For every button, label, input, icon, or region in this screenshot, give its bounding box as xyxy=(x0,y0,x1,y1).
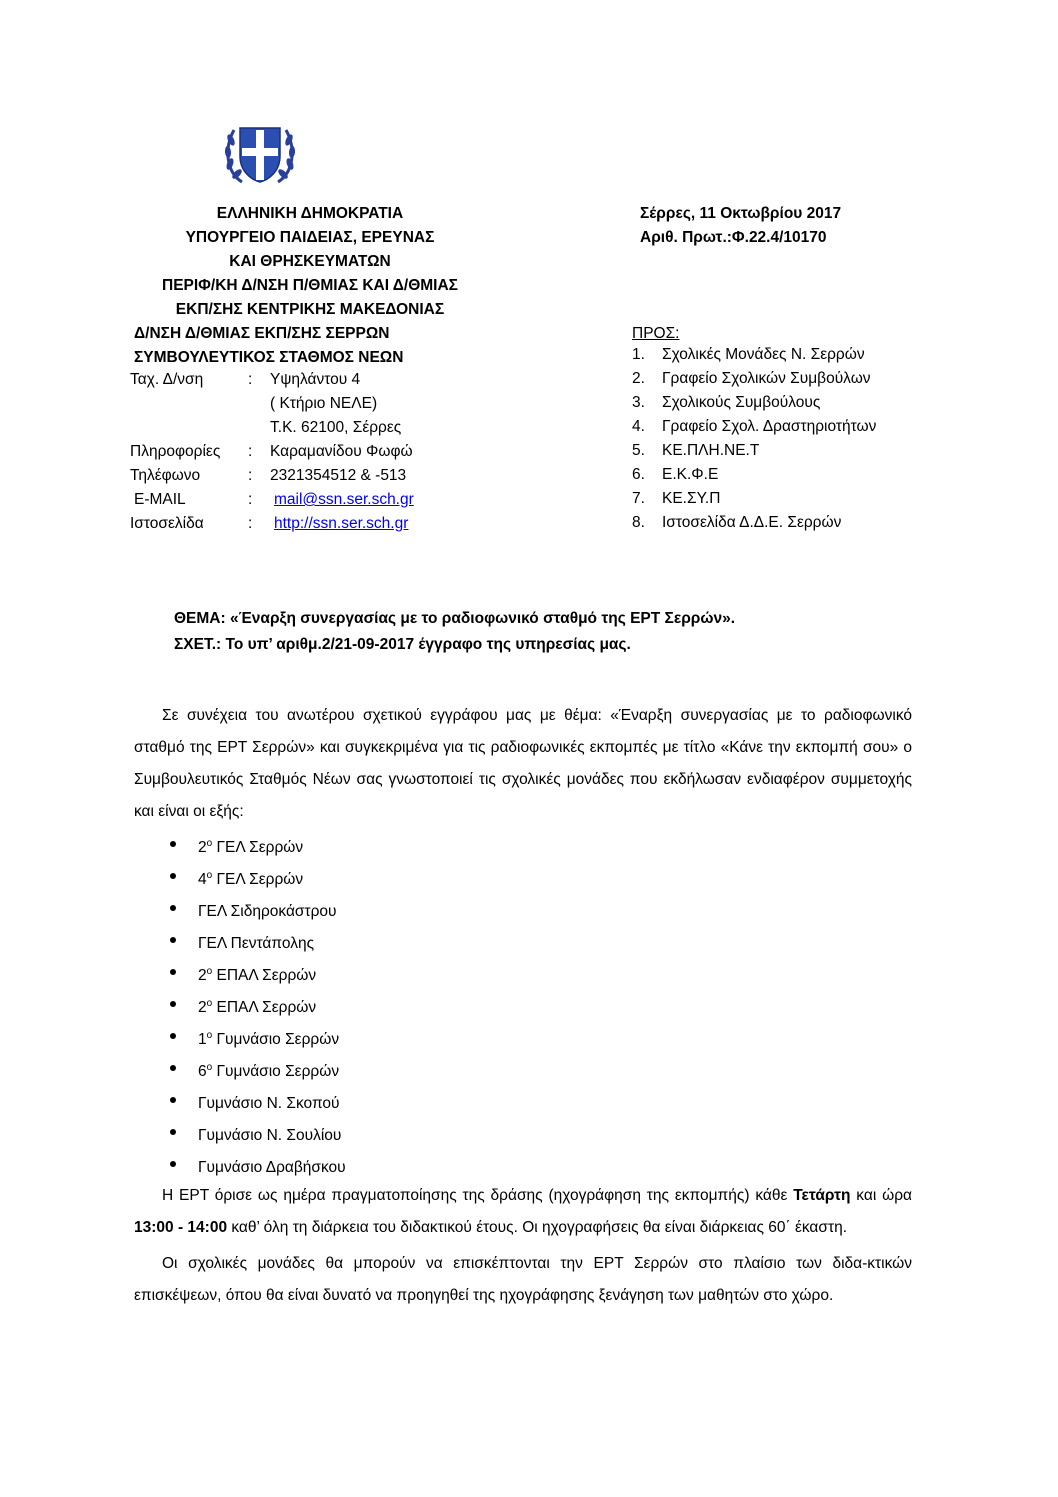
schedule-paragraph: Η ΕΡΤ όρισε ως ημέρα πραγματοποίησης της δράσης (ηχογράφηση της εκπομπής) κάθε Τετάρτη και ώρα 13:00 - 14:00 καθ’ όλη τη διάρκεια του διδακτικού έτους. Οι ηχογραφήσεις θα είναι διάρκειας 60΄ έκαστη. xyxy=(134,1187,912,1236)
contact-value: 2321354512 & -513 xyxy=(270,467,407,484)
contact-colon: : xyxy=(248,467,253,484)
recipient-text: ΚΕ.ΠΛΗ.ΝΕ.Τ xyxy=(662,442,760,459)
bullet-icon xyxy=(170,841,176,847)
schedule-day: Τετάρτη xyxy=(793,1187,851,1204)
subject-line: ΘΕΜΑ: «Έναρξη συνεργασίας με το ραδιοφωνικό σταθμό της ΕΡΤ Σερρών». xyxy=(174,610,736,627)
list-item xyxy=(134,924,912,956)
issuer-line: ΕΛΛΗΝΙΚΗ ΔΗΜΟΚΡΑΤΙΑ xyxy=(216,205,404,222)
bullet-icon xyxy=(170,969,176,975)
date-line: Σέρρες, 11 Οκτωβρίου 2017 xyxy=(640,205,842,222)
bullet-icon xyxy=(170,1033,176,1039)
issuer-line: ΥΠΟΥΡΓΕΙΟ ΠΑΙΔΕΙΑΣ, ΕΡΕΥΝΑΣ xyxy=(185,229,435,246)
recipient-text: Γραφείο Σχολικών Συμβούλων xyxy=(662,370,871,387)
school-name: ΓΕΛ Σιδηροκάστρου xyxy=(198,903,337,921)
list-item xyxy=(134,860,912,892)
list-item xyxy=(134,988,912,1020)
bullet-icon xyxy=(170,1065,176,1071)
list-item xyxy=(134,956,912,988)
school-name: ΓΕΛ Πεντάπολης xyxy=(198,935,315,953)
recipient-text: ΚΕ.ΣΥ.Π xyxy=(662,490,721,507)
subject-block xyxy=(174,606,735,658)
contact-row-email xyxy=(130,488,570,512)
list-number: 3. xyxy=(632,394,645,411)
schedule-time: 13:00 - 14:00 xyxy=(134,1219,228,1236)
contact-value: Υψηλάντου 4 xyxy=(270,371,361,388)
bullet-icon xyxy=(170,1129,176,1135)
contact-row-postcode xyxy=(130,416,570,440)
contact-value: Καραμανίδου Φωφώ xyxy=(270,443,413,460)
list-number: 1. xyxy=(632,346,645,363)
recipient-text: Ιστοσελίδα Δ.Δ.Ε. Σερρών xyxy=(662,514,842,531)
website-link[interactable]: http://ssn.ser.sch.gr xyxy=(274,515,409,532)
recipient-text: Ε.Κ.Φ.Ε xyxy=(662,466,719,483)
contact-row-info xyxy=(130,440,570,464)
bullet-icon xyxy=(170,873,176,879)
to-label: ΠΡΟΣ: xyxy=(632,325,680,342)
contact-colon: : xyxy=(248,371,253,388)
bullet-icon xyxy=(170,905,176,911)
issuer-header xyxy=(130,202,490,370)
school-name: $4^o$ ΓΕΛ Σερρών xyxy=(198,870,304,889)
schools-list xyxy=(134,828,912,1180)
list-number: 6. xyxy=(632,466,645,483)
contact-value: ( Κτήριο ΝΕΛΕ) xyxy=(270,395,378,412)
contact-colon: : xyxy=(248,515,253,532)
letter-body xyxy=(134,700,912,1312)
school-name: $2^o$ ΓΕΛ Σερρών xyxy=(198,838,304,857)
contact-block xyxy=(130,368,570,536)
issuer-line: ΕΚΠ/ΣΗΣ ΚΕΝΤΡΙΚΗΣ ΜΑΚΕΔΟΝΙΑΣ xyxy=(175,301,445,318)
contact-row-website xyxy=(130,512,570,536)
contact-key: E-MAIL xyxy=(134,491,186,508)
greek-emblem-icon xyxy=(222,120,298,188)
issuer-line: Δ/ΝΣΗ Δ/ΘΜΙΑΣ ΕΚΠ/ΣΗΣ ΣΕΡΡΩΝ xyxy=(134,325,390,342)
protocol-number: Αριθ. Πρωτ.:Φ.22.4/10170 xyxy=(640,229,827,246)
issuer-line: ΠΕΡΙΦ/ΚΗ Δ/ΝΣΗ Π/ΘΜΙΑΣ ΚΑΙ Δ/ΘΜΙΑΣ xyxy=(162,277,458,294)
document-meta xyxy=(640,202,940,250)
contact-key: Πληροφορίες xyxy=(130,443,221,460)
school-name: $1^o$ Γυμνάσιο Σερρών xyxy=(198,1030,340,1049)
issuer-line: ΣΥΜΒΟΥΛΕΥΤΙΚΟΣ ΣΤΑΘΜΟΣ ΝΕΩΝ xyxy=(134,349,404,366)
bullet-icon xyxy=(170,1161,176,1167)
list-item xyxy=(134,1084,912,1116)
list-item xyxy=(134,1052,912,1084)
contact-row-phone xyxy=(130,464,570,488)
school-name: Γυμνάσιο Δραβήσκου xyxy=(198,1159,346,1177)
list-item xyxy=(134,1020,912,1052)
contact-colon: : xyxy=(248,491,253,508)
contact-row-address xyxy=(130,368,570,392)
issuer-line: ΚΑΙ ΘΡΗΣΚΕΥΜΑΤΩΝ xyxy=(229,253,391,270)
list-item xyxy=(134,1148,912,1180)
list-number: 7. xyxy=(632,490,645,507)
school-name: Γυμνάσιο Ν. Σουλίου xyxy=(198,1127,342,1145)
contact-colon: : xyxy=(248,443,253,460)
list-item xyxy=(134,1116,912,1148)
visits-paragraph: Οι σχολικές μονάδες θα μπορούν να επισκέπτονται την ΕΡΤ Σερρών στο πλαίσιο των διδα-κτικών επισκέψεων, όπου θα είναι δυνατό να προηγηθεί της ηχογράφησης ξενάγηση των μαθητών στο χώρο. xyxy=(134,1255,912,1304)
contact-key: Ταχ. Δ/νση xyxy=(130,371,204,388)
recipient-text: Σχολικούς Συμβούλους xyxy=(662,394,821,411)
list-number: 4. xyxy=(632,418,645,435)
recipient-text: Σχολικές Μονάδες Ν. Σερρών xyxy=(662,346,865,363)
email-link[interactable]: mail@ssn.ser.sch.gr xyxy=(274,491,414,508)
school-name: $2^o$ ΕΠΑΛ Σερρών xyxy=(198,998,317,1017)
school-name: Γυμνάσιο Ν. Σκοπού xyxy=(198,1095,340,1113)
recipient-text: Γραφείο Σχολ. Δραστηριοτήτων xyxy=(662,418,877,435)
school-name: $2^o$ ΕΠΑΛ Σερρών xyxy=(198,966,317,985)
list-number: 5. xyxy=(632,442,645,459)
intro-paragraph: Σε συνέχεια του ανωτέρου σχετικού εγγράφου μας με θέμα: «Έναρξη συνεργασίας με το ραδιοφωνικό σταθμό της ΕΡΤ Σερρών» και συγκεκριμένα για τις ραδιοφωνικές εκπομπές με τίτλο «Κάνε την εκπομπή σου» ο Συμβουλευτικός Σταθμός Νέων σας γνωστοποιεί τις σχολικές μονάδες που εκδήλωσαν ενδιαφέρον συμμετοχής και είναι οι εξής: xyxy=(134,707,912,820)
school-name: $6^o$ Γυμνάσιο Σερρών xyxy=(198,1062,340,1081)
bullet-icon xyxy=(170,1097,176,1103)
list-item xyxy=(134,892,912,924)
contact-value: Τ.Κ. 62100, Σέρρες xyxy=(270,419,402,436)
contact-row-address-2 xyxy=(130,392,570,416)
list-number: 2. xyxy=(632,370,645,387)
contact-key: Ιστοσελίδα xyxy=(130,515,204,532)
related-line: ΣΧΕΤ.: Το υπ’ αριθμ.2/21-09-2017 έγγραφο της υπηρεσίας μας. xyxy=(174,636,631,653)
bullet-icon xyxy=(170,1001,176,1007)
list-item xyxy=(134,828,912,860)
bullet-icon xyxy=(170,937,176,943)
list-number: 8. xyxy=(632,514,645,531)
contact-key: Τηλέφωνο xyxy=(130,467,201,484)
